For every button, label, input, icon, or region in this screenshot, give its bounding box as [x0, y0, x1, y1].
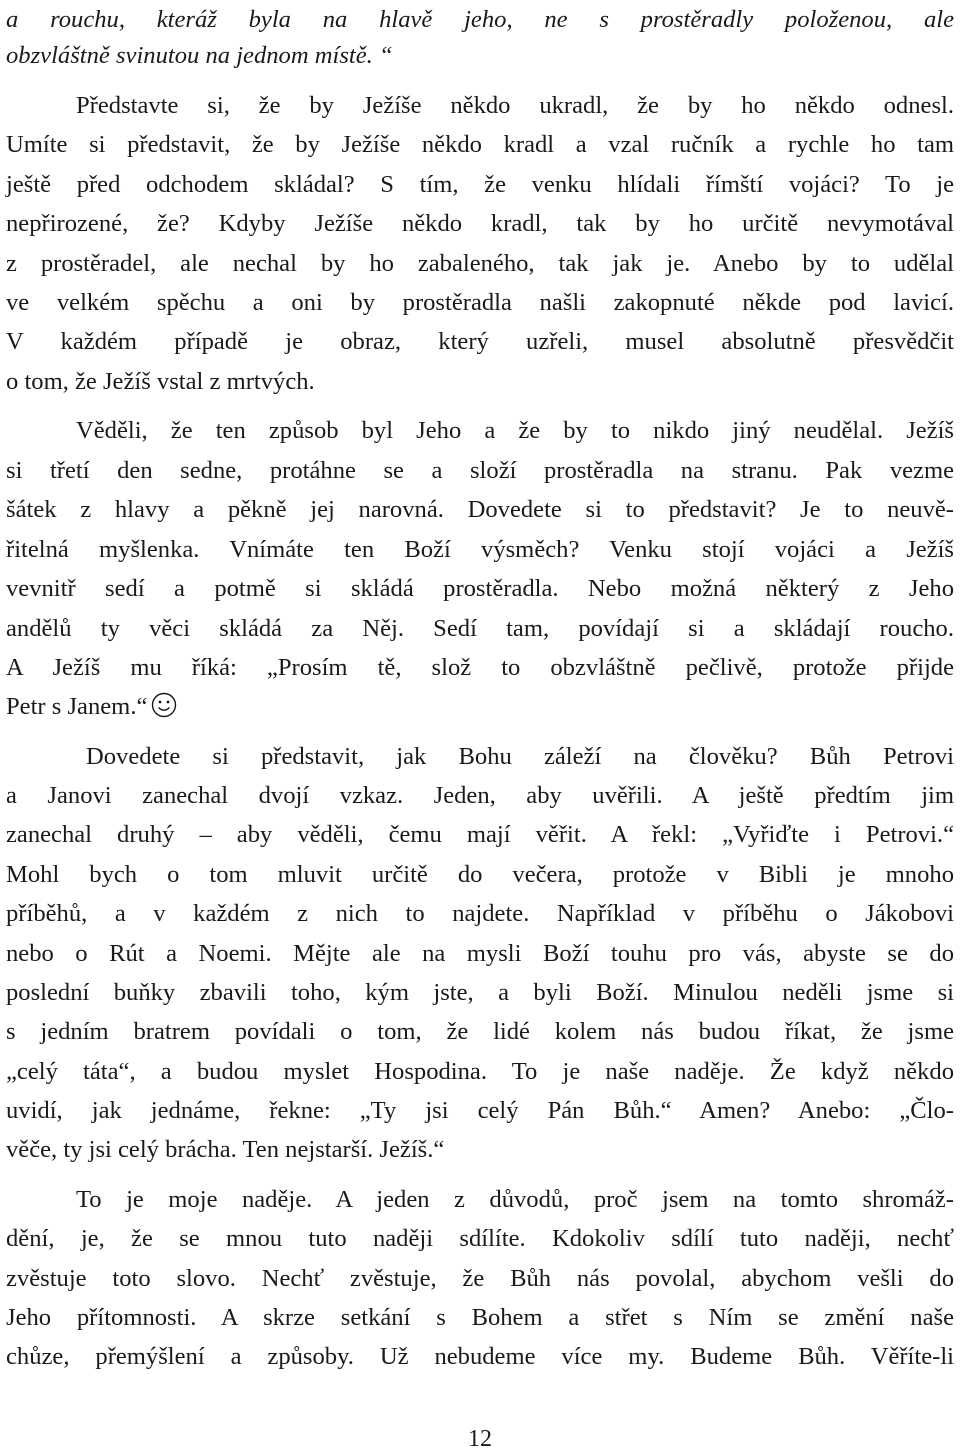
text-line: poslední buňky zbavili toho, kým jste, a byli Boží. Minulou neděli jsme si [6, 979, 954, 1006]
text-line-content: Petr s Janem.“ [6, 693, 148, 720]
text-line: Věděli, že ten způsob byl Jeho a že by to nikdo jiný neudělal. Ježíš [76, 417, 954, 444]
page-number: 12 [468, 1426, 492, 1452]
text-line: vevnitř sedí a potmě si skládá prostěradla. Nebo možná některý z Jeho [6, 575, 954, 602]
text-line: ve velkém spěchu a oni by prostěradla našli zakopnuté někde pod lavicí. [6, 289, 954, 316]
text-line: Představte si, že by Ježíše někdo ukradl, že by ho někdo odnesl. [76, 92, 954, 119]
text-line: o tom, že Ježíš vstal z mrtvých. [6, 368, 315, 395]
text-line: chůze, přemýšlení a způsoby. Už nebudeme více my. Budeme Bůh. Věříte-li [6, 1343, 954, 1370]
text-line: To je moje naděje. A jeden z důvodů, proč jsem na tomto shromáž- [76, 1186, 954, 1213]
text-line: obzvláštně svinutou na jednom místě. “ [6, 42, 393, 69]
text-line: Mohl bych o tom mluvit určitě do večera, protože v Bibli je mnoho [6, 861, 954, 888]
text-line: z prostěradel, ale nechal by ho zabaleného, tak jak je. Anebo by to udělal [6, 250, 954, 277]
text-line: ještě před odchodem skládal? S tím, že venku hlídali římští vojáci? To je [6, 171, 954, 198]
text-line: věče, ty jsi celý brácha. Ten nejstarší. Ježíš.“ [6, 1136, 445, 1163]
text-line: andělů ty věci skládá za Něj. Sedí tam, povídají si a skládají roucho. [6, 615, 954, 642]
text-line: Dovedete si představit, jak Bohu záleží na člověku? Bůh Petrovi [86, 743, 954, 770]
text-line: a Janovi zanechal dvojí vzkaz. Jeden, aby uvěřili. A ještě předtím jim [6, 782, 954, 809]
text-line: Umíte si představit, že by Ježíše někdo kradl a vzal ručník a rychle ho tam [6, 131, 954, 158]
text-line: řitelná myšlenka. Vnímáte ten Boží výsměch? Venku stojí vojáci a Ježíš [6, 536, 954, 563]
text-line: „celý táta“, a budou myslet Hospodina. To je naše naděje. Že když někdo [6, 1058, 954, 1085]
text-line: a rouchu, kteráž byla na hlavě jeho, ne s prostěradly položenou, ale [6, 6, 954, 33]
text-line: zanechal druhý – aby věděli, čemu mají věřit. A řekl: „Vyřiďte i Petrovi.“ [6, 821, 954, 848]
text-line [6, 687, 954, 727]
text-line: dění, je, že se mnou tuto naději sdílíte. Kdokoliv sdílí tuto naději, nechť [6, 1225, 954, 1252]
text-line: Jeho přítomnosti. A skrze setkání s Bohem a střet s Ním se změní naše [6, 1304, 954, 1331]
text-line: nebo o Rút a Noemi. Mějte ale na mysli Boží touhu pro vás, abyste se do [6, 940, 954, 967]
text-line: zvěstuje toto slovo. Nechť zvěstuje, že Bůh nás povolal, abychom vešli do [6, 1265, 954, 1292]
smiley-icon [151, 692, 177, 718]
text-line: V každém případě je obraz, který uzřeli, musel absolutně přesvědčit [6, 328, 954, 355]
text-line: uvidí, jak jednáme, řekne: „Ty jsi celý Pán Bůh.“ Amen? Anebo: „Člo- [6, 1097, 954, 1124]
text-line: s jedním bratrem povídali o tom, že lidé kolem nás budou říkat, že jsme [6, 1018, 954, 1045]
text-line: příběhů, a v každém z nich to najdete. Například v příběhu o Jákobovi [6, 900, 954, 927]
text-line: nepřirozené, že? Kdyby Ježíše někdo kradl, tak by ho určitě nevymotával [6, 210, 954, 237]
text-line: šátek z hlavy a pěkně jej narovná. Dovedete si to představit? Je to neuvě- [6, 496, 954, 523]
text-line: si třetí den sedne, protáhne se a složí prostěradla na stranu. Pak vezme [6, 457, 954, 484]
text-line: A Ježíš mu říká: „Prosím tě, slož to obzvláštně pečlivě, protože přijde [6, 654, 954, 681]
